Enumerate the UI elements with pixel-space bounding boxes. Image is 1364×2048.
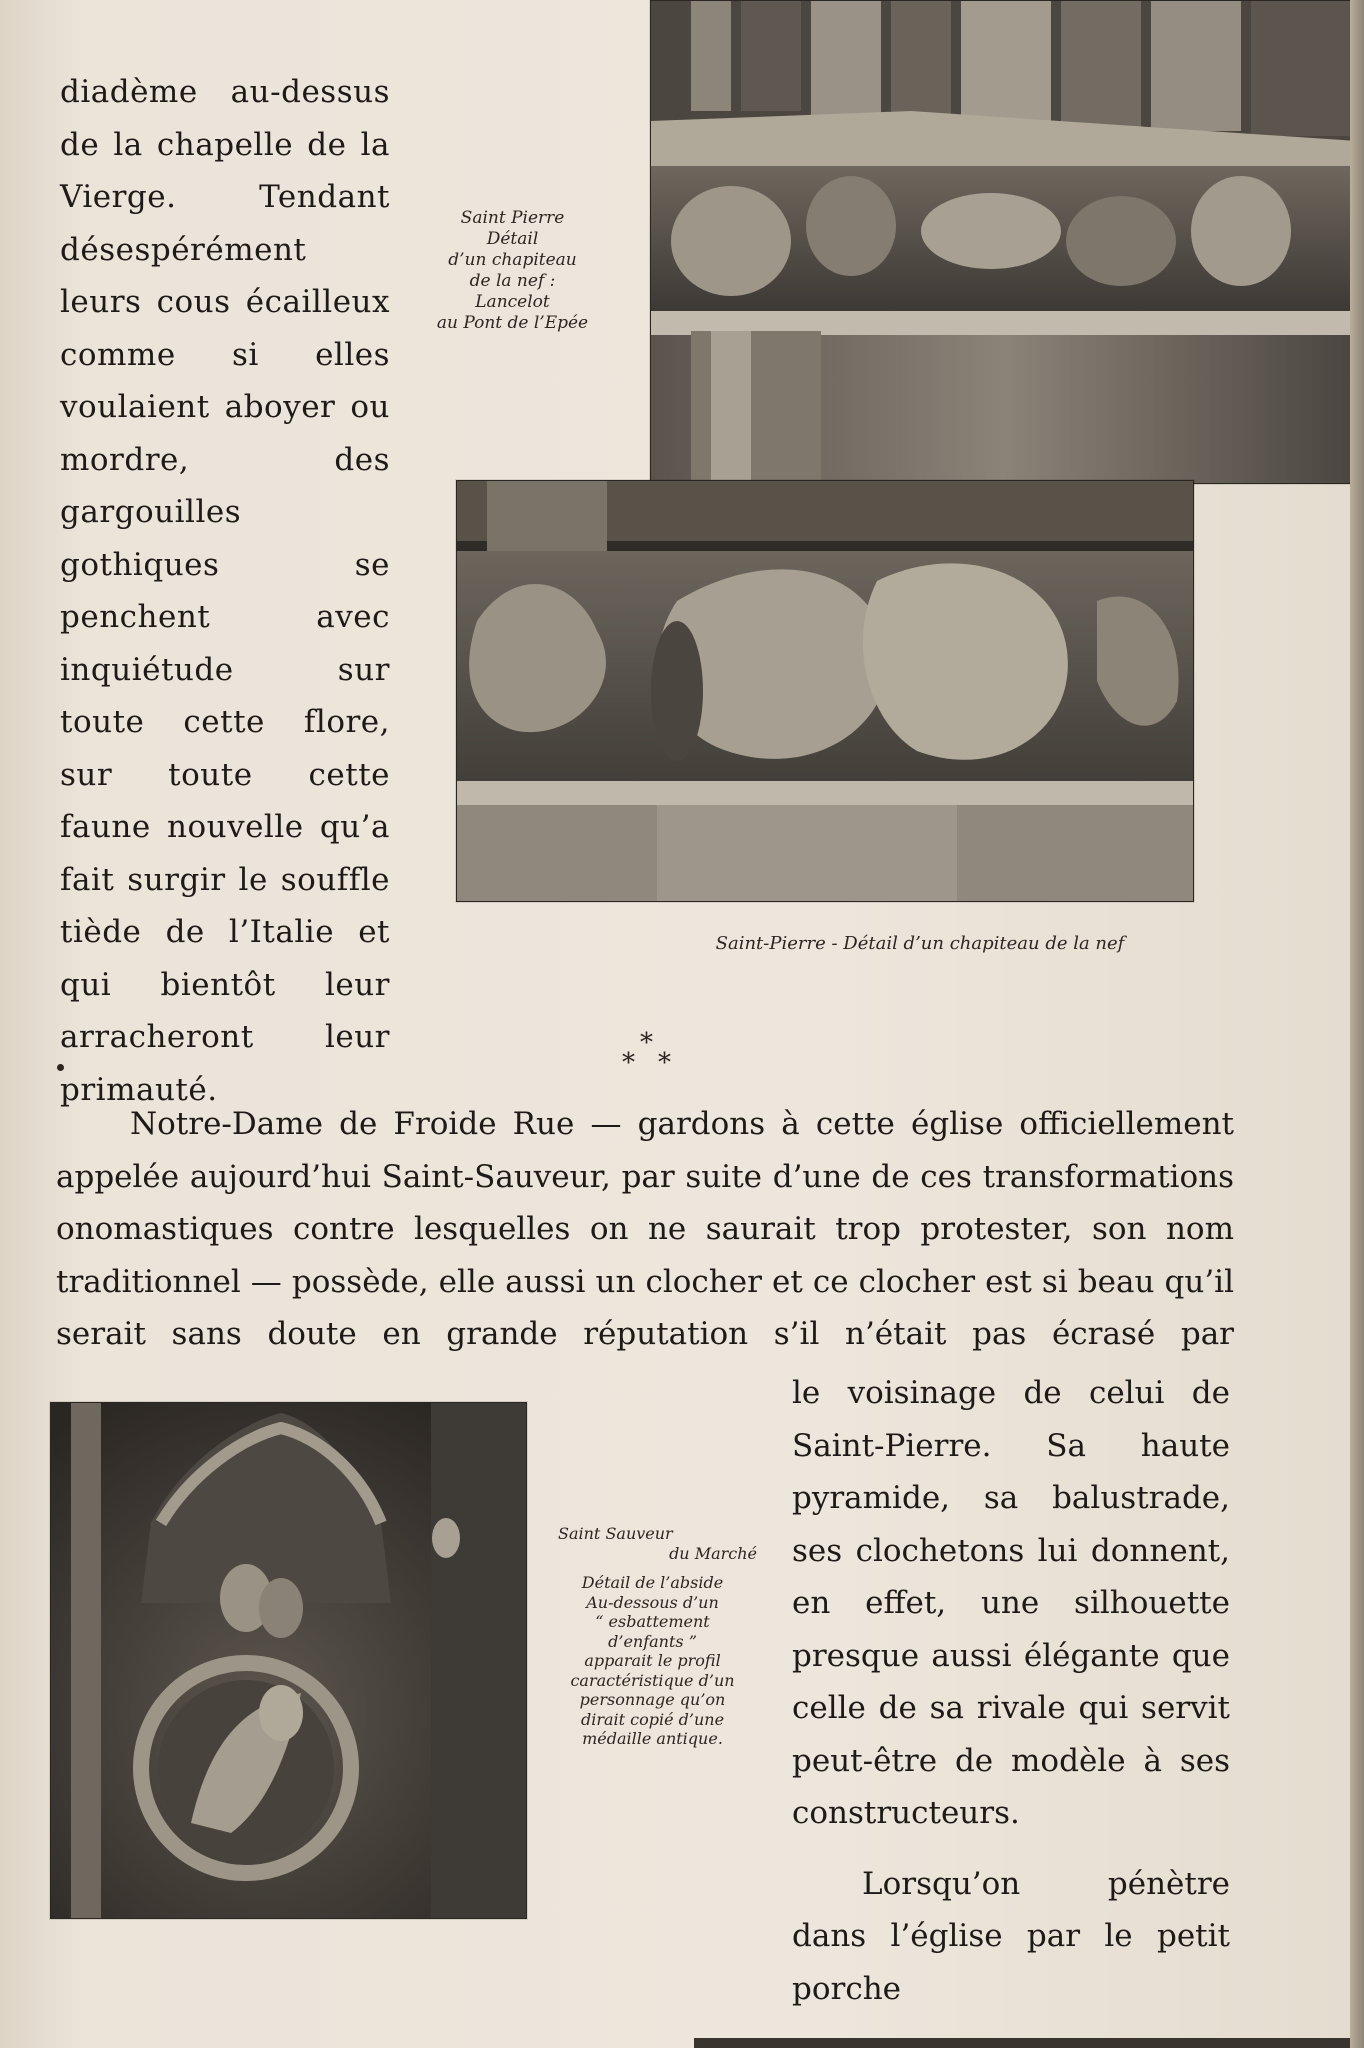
caption-line: dirait copié d’une: [580, 1709, 725, 1729]
caption-text: Saint-Pierre - Détail d’un chapiteau de la nef: [715, 933, 1125, 954]
photo-abside-medallion: [50, 1402, 527, 1919]
next-paragraph: Lorsqu’on pénètre dans l’église par le petit porche: [792, 1865, 1230, 2007]
caption-line: médaille antique.: [582, 1729, 723, 1748]
caption-line: de la nef :: [469, 271, 556, 291]
section-separator: [610, 1028, 690, 1080]
stray-mark: [57, 1064, 64, 1071]
left-text-column: [60, 66, 390, 1116]
main-paragraph: [56, 1098, 1234, 1361]
left-column-paragraph: diadème au-dessus de la chapelle de la Vierge. Tendant désespérément leurs cous écailleux comme si elles voulaient aboyer ou mordre, des gargouilles gothiques se penchent avec inquiétude sur toute cette flore, sur toute cette faune nouvelle qu’a fait surgir le souffle tiède de l’Italie et qui bientôt leur arracheront leur primauté.: [60, 74, 390, 1108]
asterisk: *: [622, 1048, 635, 1078]
caption-line: Saint Pierre: [460, 208, 565, 228]
capital-foliage-image: [457, 481, 1193, 901]
asterisk: *: [658, 1048, 671, 1078]
main-paragraph-text: Notre-Dame de Froide Rue — gardons à cette église officiellement appelée aujourd’hui Saint-Sauveur, par suite d’une de ces transformations onomastiques contre lesquelles on ne saurait trop protester, son nom traditionnel — possède, elle aussi un clocher et ce clocher est si beau qu’il serait sans doute en grande réputation s’il n’était pas écrasé par: [56, 1106, 1234, 1352]
caption-line: d’un chapiteau: [448, 250, 577, 270]
abside-medallion-image: [51, 1403, 526, 1918]
photo-capital-foliage: [456, 480, 1194, 902]
caption-line: apparait le profil: [584, 1651, 721, 1670]
caption-bottom-photo: [540, 1524, 765, 1749]
caption-line: “ esbattement: [595, 1612, 710, 1631]
page-spine-shadow: [1350, 0, 1364, 2048]
caption-line: d’enfants ”: [608, 1631, 697, 1651]
continuation-paragraph: le voisinage de celui de Saint-Pierre. Sa haute pyramide, sa balustrade, ses clochetons lui donnent, en effet, une silhouette presque aussi élégante que celle de sa rivale qui servit peut-être de modèle à ses constructeurs.: [792, 1375, 1230, 1831]
capital-lancelot-image: [651, 1, 1357, 483]
caption-middle-photo: [620, 933, 1220, 954]
caption-line: Lancelot: [475, 292, 550, 312]
caption-line: caractéristique d’un: [570, 1670, 735, 1690]
caption-top-photo: [415, 208, 610, 334]
caption-line: Détail: [486, 229, 539, 249]
photo-capital-lancelot: [650, 0, 1358, 484]
caption-line: Détail de l’abside: [581, 1573, 724, 1592]
asterisk: *: [640, 1028, 653, 1058]
caption-line: au Pont de l’Epée: [436, 313, 589, 333]
caption-line: Au-dessous d’un: [586, 1592, 719, 1612]
caption-line: du Marché: [669, 1543, 757, 1563]
caption-line: personnage qu’on: [579, 1690, 726, 1709]
caption-line: Saint Sauveur: [558, 1524, 673, 1543]
next-image-edge: [694, 2038, 1350, 2048]
right-text-column: [792, 1367, 1230, 2015]
